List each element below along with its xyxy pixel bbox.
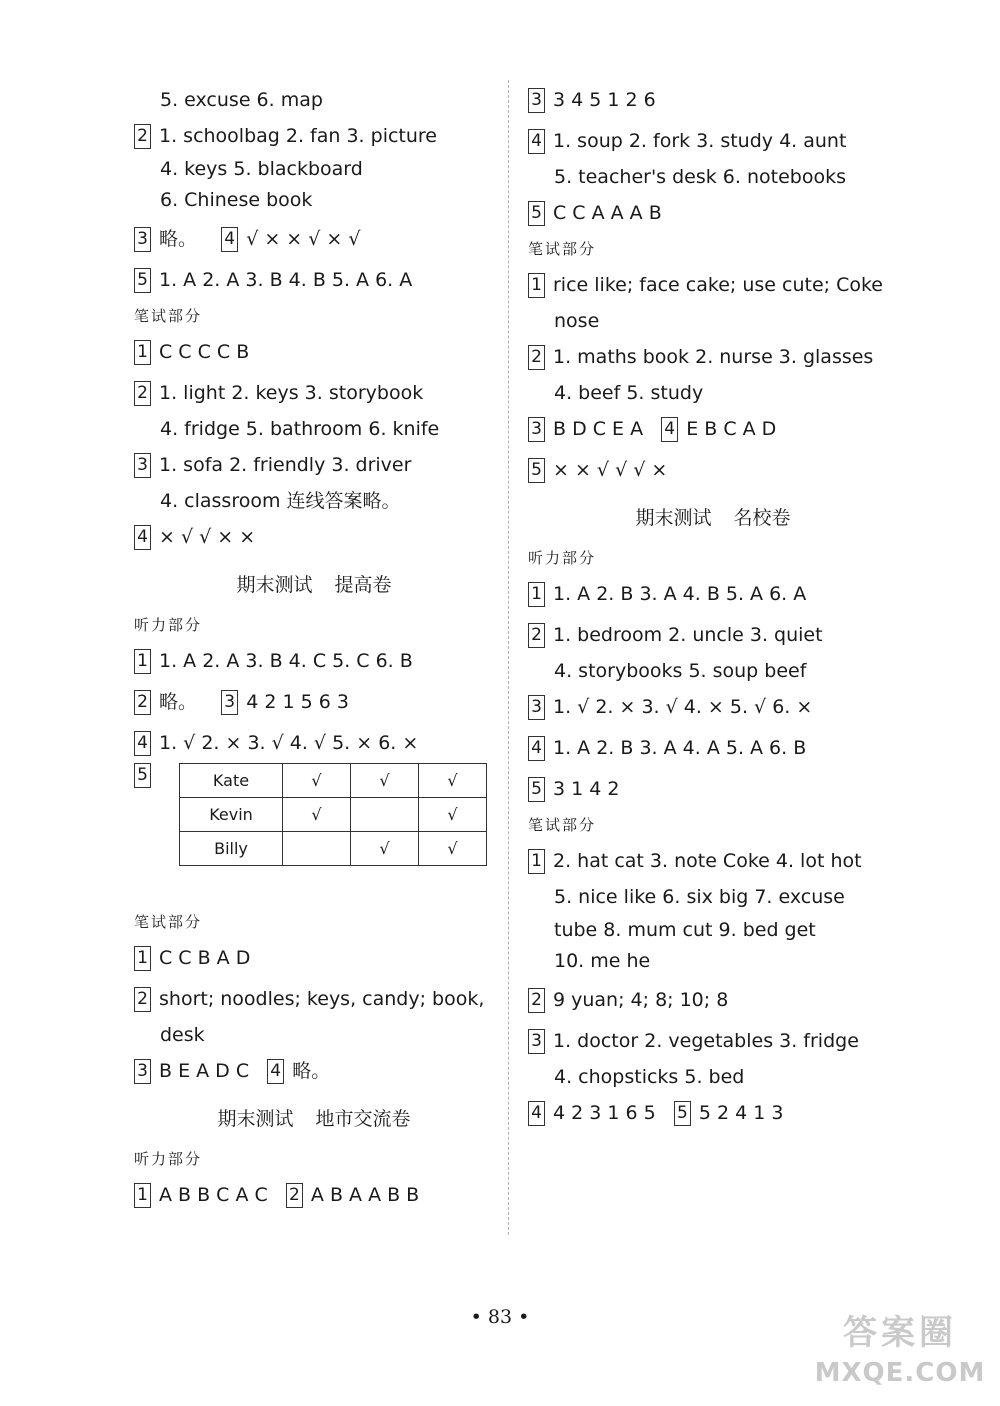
section-heading: 期末测试 名校卷	[635, 507, 791, 529]
answer-line: 2 short; noodles; keys, candy; book,	[134, 981, 494, 1017]
table-cell-name: Kevin	[180, 798, 283, 832]
section-label: 笔试部分	[134, 913, 203, 931]
answer-line: 2 1. light 2. keys 3. storybook	[134, 375, 494, 411]
answer-line: 4. fridge 5. bathroom 6. knife	[160, 418, 440, 440]
question-number-box: 2	[134, 124, 151, 149]
answer-table	[179, 763, 487, 866]
answer-line: 1 rice like; face cake; use cute; Coke	[528, 267, 898, 303]
table-cell: √	[419, 764, 487, 798]
question-number-box: 3	[528, 417, 545, 442]
section-label: 笔试部分	[528, 816, 597, 834]
section-label: 听力部分	[134, 1150, 203, 1168]
question-number-box: 3	[221, 690, 238, 715]
question-number-box: 5	[134, 268, 151, 293]
table-cell: √	[283, 764, 351, 798]
section-label: 听力部分	[134, 616, 203, 634]
table-cell-name: Billy	[180, 832, 283, 866]
question-number-box: 1	[528, 849, 545, 874]
question-number-box: 4	[267, 1059, 284, 1084]
answer-line: 1 1. A 2. A 3. B 4. C 5. C 6. B	[134, 643, 494, 679]
section-label: 笔试部分	[134, 307, 203, 325]
answer-line: 3 略。 4 √ × × √ × √	[134, 221, 494, 257]
table-cell: √	[419, 798, 487, 832]
answer-line: 4. storybooks 5. soup beef	[554, 660, 807, 682]
question-number-box: 2	[134, 987, 151, 1012]
column-divider	[508, 80, 509, 1235]
answer-line: 4. keys 5. blackboard	[160, 158, 363, 180]
answer-line: 6. Chinese book	[160, 189, 313, 211]
answer-line: 2 略。 3 4 2 1 5 6 3	[134, 684, 494, 720]
answer-line: 2 9 yuan; 4; 8; 10; 8	[528, 982, 898, 1018]
answer-line: tube 8. mum cut 9. bed get	[554, 919, 816, 941]
answer-table-row	[134, 763, 494, 866]
section-heading: 期末测试 地市交流卷	[217, 1108, 411, 1130]
question-number-box: 3	[134, 453, 151, 478]
table-cell: √	[351, 764, 419, 798]
answer-line: 4. chopsticks 5. bed	[554, 1066, 745, 1088]
table-cell	[283, 832, 351, 866]
question-number-box: 3	[134, 227, 151, 252]
question-number-box: 1	[134, 649, 151, 674]
answer-line: 4. beef 5. study	[554, 382, 704, 404]
question-number-box: 2	[134, 381, 151, 406]
answer-line: 4 × √ √ × ×	[134, 519, 494, 555]
table-cell-name: Kate	[180, 764, 283, 798]
answer-line: 2 1. schoolbag 2. fan 3. picture	[134, 118, 494, 154]
watermark-logo-text: 答案圈	[843, 1313, 957, 1353]
question-number-box: 4	[528, 129, 545, 154]
question-number-box: 4	[661, 417, 678, 442]
section-heading: 期末测试 提高卷	[236, 574, 392, 596]
table-cell: √	[283, 798, 351, 832]
answer-line: 4 1. soup 2. fork 3. study 4. aunt	[528, 123, 898, 159]
table-row	[180, 764, 487, 798]
watermark-url: MXQE.COM	[814, 1358, 986, 1388]
question-number-box: 1	[134, 1183, 151, 1208]
left-column	[134, 82, 494, 1213]
answer-line: 3 B E A D C 4 略。	[134, 1053, 494, 1089]
answer-line: 2 1. bedroom 2. uncle 3. quiet	[528, 617, 898, 653]
question-number-box: 1	[528, 582, 545, 607]
question-number-box: 3	[528, 1029, 545, 1054]
answer-line: 3 1. sofa 2. friendly 3. driver	[134, 447, 494, 483]
question-number-box: 4	[528, 1101, 545, 1126]
question-number-box: 2	[528, 988, 545, 1013]
answer-line: 1 A B B C A C 2 A B A A B B	[134, 1177, 494, 1213]
answer-line: 5. excuse 6. map	[160, 89, 323, 111]
answer-line: 3 1. doctor 2. vegetables 3. fridge	[528, 1023, 898, 1059]
table-cell: √	[351, 832, 419, 866]
answer-line: 2 1. maths book 2. nurse 3. glasses	[528, 339, 898, 375]
right-column	[528, 82, 898, 1131]
answer-line: desk	[160, 1024, 205, 1046]
answer-line: 3 1. √ 2. × 3. √ 4. × 5. √ 6. ×	[528, 689, 898, 725]
question-number-box: 1	[134, 340, 151, 365]
answer-line: 5 × × √ √ √ ×	[528, 452, 898, 488]
question-number-box: 2	[528, 345, 545, 370]
answer-line: 3 3 4 5 1 2 6	[528, 82, 898, 118]
section-label: 笔试部分	[528, 240, 597, 258]
question-number-box: 4	[134, 731, 151, 756]
question-number-box: 4	[528, 736, 545, 761]
question-number-box: 3	[134, 1059, 151, 1084]
section-label: 听力部分	[528, 549, 597, 567]
answer-line: 1 1. A 2. B 3. A 4. B 5. A 6. A	[528, 576, 898, 612]
answer-line: 1 C C C C B	[134, 334, 494, 370]
question-number-box: 5	[528, 201, 545, 226]
answer-line: 5. nice like 6. six big 7. excuse	[554, 886, 845, 908]
question-number-box: 1	[528, 273, 545, 298]
answer-line: 5 1. A 2. A 3. B 4. B 5. A 6. A	[134, 262, 494, 298]
table-cell	[351, 798, 419, 832]
question-number-box: 4	[134, 525, 151, 550]
question-number-box: 5	[528, 777, 545, 802]
question-number-box: 5	[134, 763, 151, 788]
question-number-box: 3	[528, 695, 545, 720]
question-number-box: 1	[134, 946, 151, 971]
question-number-box: 3	[528, 88, 545, 113]
answer-line: 4 1. A 2. B 3. A 4. A 5. A 6. B	[528, 730, 898, 766]
question-number-box: 5	[528, 458, 545, 483]
answer-line: 5 3 1 4 2	[528, 771, 898, 807]
question-number-box: 5	[674, 1101, 691, 1126]
table-cell: √	[419, 832, 487, 866]
table-row	[180, 798, 487, 832]
answer-line: 1 2. hat cat 3. note Coke 4. lot hot	[528, 843, 898, 879]
question-number-box: 2	[134, 690, 151, 715]
site-watermark	[812, 1310, 988, 1398]
question-number-box: 2	[528, 623, 545, 648]
answer-line: nose	[554, 310, 600, 332]
answer-line: 1 C C B A D	[134, 940, 494, 976]
table-row	[180, 832, 487, 866]
question-number-box: 4	[221, 227, 238, 252]
question-number-box: 2	[286, 1183, 303, 1208]
answer-line: 5 C C A A A B	[528, 195, 898, 231]
answer-line: 4. classroom 连线答案略。	[160, 490, 401, 512]
page-number: • 83 •	[470, 1306, 530, 1328]
answer-line: 4 4 2 3 1 6 5 5 5 2 4 1 3	[528, 1095, 898, 1131]
answer-line: 4 1. √ 2. × 3. √ 4. √ 5. × 6. ×	[134, 725, 494, 761]
answer-line: 10. me he	[554, 950, 651, 972]
answer-line: 5. teacher's desk 6. notebooks	[554, 166, 846, 188]
answer-line: 3 B D C E A 4 E B C A D	[528, 411, 898, 447]
